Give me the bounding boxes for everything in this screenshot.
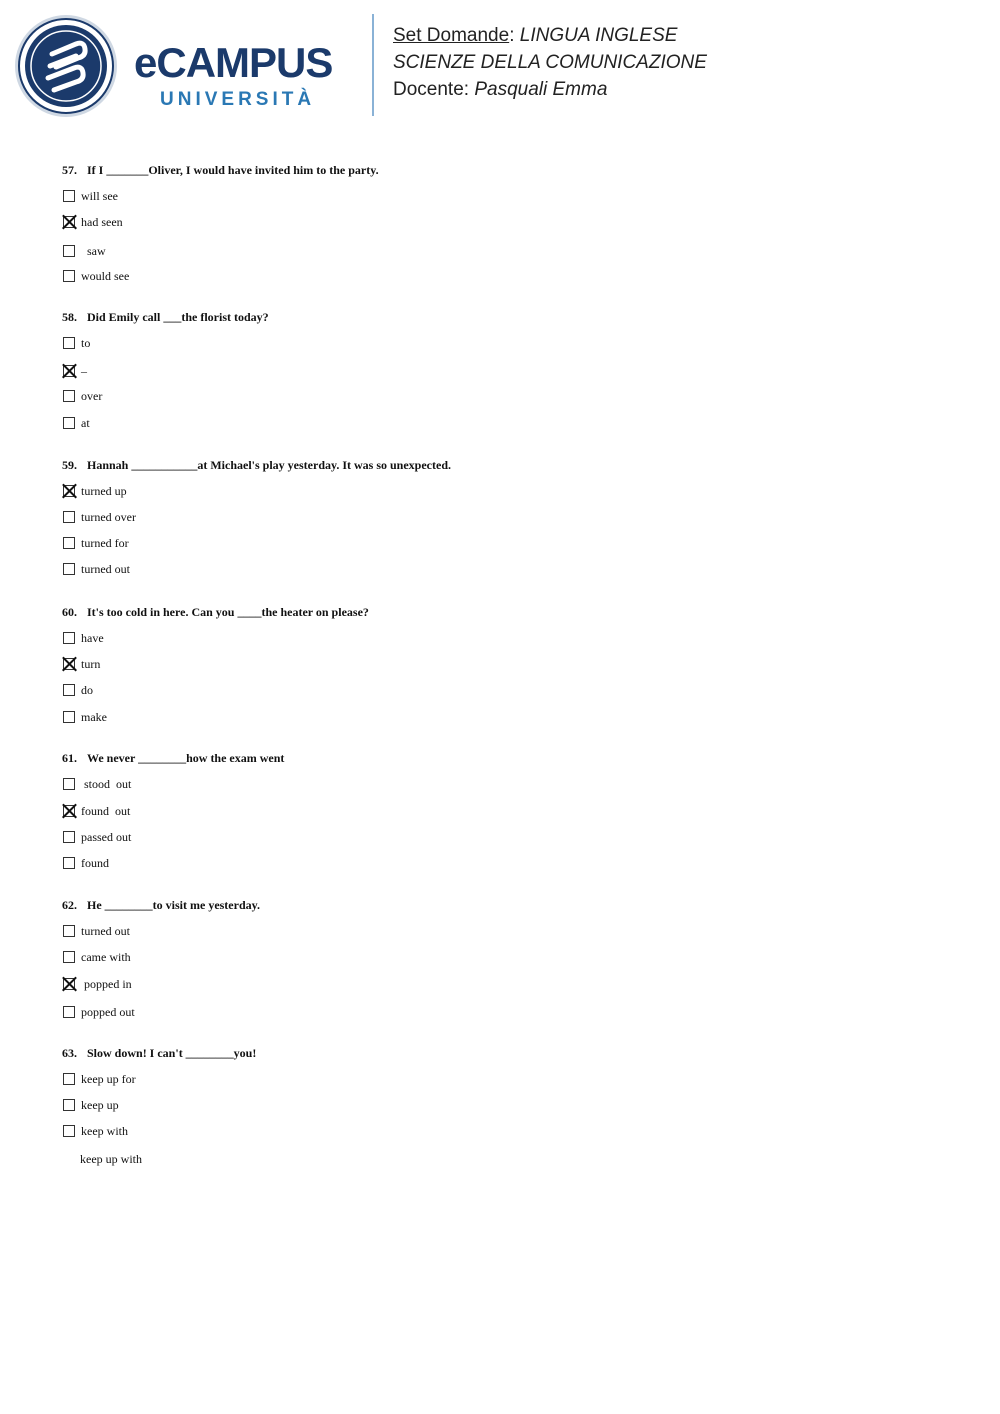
course-title: SCIENZE DELLA COMUNICAZIONE xyxy=(393,52,707,73)
option-label: turned out xyxy=(81,562,130,576)
option-label: keep with xyxy=(81,1124,128,1138)
question-62 xyxy=(62,897,662,1019)
header-divider xyxy=(372,14,374,116)
option-label: do xyxy=(81,683,93,697)
question-text xyxy=(62,162,662,178)
option-label: had seen xyxy=(81,215,123,229)
question-stem: Did Emily call ___the florist today? xyxy=(87,310,269,324)
teacher-name: Pasquali Emma xyxy=(474,79,608,100)
teacher-line xyxy=(393,76,707,103)
checkbox[interactable] xyxy=(63,245,75,257)
option-label: will see xyxy=(81,189,118,203)
correct-answer-text: keep up with xyxy=(80,1152,142,1166)
checkbox[interactable] xyxy=(63,537,75,549)
option-label: turned for xyxy=(81,536,129,550)
option-label: would see xyxy=(81,269,130,283)
question-text xyxy=(62,309,662,325)
question-stem: If I _______Oliver, I would have invited him to the party. xyxy=(87,163,379,177)
set-line xyxy=(393,22,707,49)
option-label: passed out xyxy=(81,830,132,844)
question-58 xyxy=(62,309,662,430)
question-number: 61. xyxy=(62,751,77,765)
question-63 xyxy=(62,1045,662,1166)
option-label: keep up for xyxy=(81,1072,136,1086)
option-label: – xyxy=(81,364,87,378)
checked-checkbox[interactable] xyxy=(63,658,75,670)
checked-checkbox[interactable] xyxy=(63,805,75,817)
checkbox[interactable] xyxy=(63,1125,75,1137)
checkbox[interactable] xyxy=(63,632,75,644)
question-stem: Slow down! I can't ________you! xyxy=(87,1046,257,1060)
checkbox[interactable] xyxy=(63,270,75,282)
checkbox[interactable] xyxy=(63,1006,75,1018)
question-number: 63. xyxy=(62,1046,77,1060)
option-label: saw xyxy=(81,244,106,258)
question-stem: Hannah ___________at Michael's play yesterday. It was so unexpected. xyxy=(87,458,452,472)
checkbox[interactable] xyxy=(63,778,75,790)
option-label: stood out xyxy=(81,777,132,791)
question-text xyxy=(62,457,662,473)
checkbox[interactable] xyxy=(63,390,75,402)
option-label: turned out xyxy=(81,924,130,938)
question-text xyxy=(62,604,662,620)
checkbox[interactable] xyxy=(63,951,75,963)
option-label: over xyxy=(81,389,103,403)
option-label: at xyxy=(81,416,90,430)
checkbox[interactable] xyxy=(63,563,75,575)
question-stem: We never ________how the exam went xyxy=(87,751,285,765)
checkbox[interactable] xyxy=(63,857,75,869)
university-seal-logo xyxy=(14,14,118,118)
option-label: turned over xyxy=(81,510,136,524)
question-59 xyxy=(62,457,662,576)
checkbox[interactable] xyxy=(63,190,75,202)
option-label: found xyxy=(81,856,109,870)
question-stem: It's too cold in here. Can you ____the heater on please? xyxy=(87,605,369,619)
question-number: 58. xyxy=(62,310,77,324)
option-label: popped out xyxy=(81,1005,135,1019)
brand-wordmark: eCAMPUS xyxy=(134,39,333,86)
option-label: keep up xyxy=(81,1098,119,1112)
subject-title: LINGUA INGLESE xyxy=(519,25,678,46)
header-info xyxy=(393,22,707,103)
checked-checkbox[interactable] xyxy=(63,485,75,497)
checked-checkbox[interactable] xyxy=(63,978,75,990)
brand-subtitle: UNIVERSITÀ xyxy=(160,89,316,110)
checkbox[interactable] xyxy=(63,1099,75,1111)
question-text xyxy=(62,750,662,766)
question-60 xyxy=(62,604,662,724)
question-text xyxy=(62,1045,662,1061)
checkbox[interactable] xyxy=(63,417,75,429)
checkbox[interactable] xyxy=(63,1073,75,1085)
checkbox[interactable] xyxy=(63,511,75,523)
checkbox[interactable] xyxy=(63,684,75,696)
checkbox[interactable] xyxy=(63,711,75,723)
option-label: make xyxy=(81,710,107,724)
checkbox[interactable] xyxy=(63,337,75,349)
option-label: to xyxy=(81,336,91,350)
option-label: popped in xyxy=(81,977,132,991)
set-separator: : xyxy=(509,25,520,46)
question-61 xyxy=(62,750,662,870)
checkbox[interactable] xyxy=(63,831,75,843)
question-number: 57. xyxy=(62,163,77,177)
question-number: 62. xyxy=(62,898,77,912)
checkbox[interactable] xyxy=(63,925,75,937)
teacher-label: Docente: xyxy=(393,79,475,100)
checked-checkbox[interactable] xyxy=(63,216,75,228)
option-label: came with xyxy=(81,950,131,964)
question-text xyxy=(62,897,662,913)
checked-checkbox[interactable] xyxy=(63,365,75,377)
option-label: found out xyxy=(81,804,131,818)
question-stem: He ________to visit me yesterday. xyxy=(87,898,260,912)
question-57 xyxy=(62,162,662,283)
set-label: Set Domande xyxy=(393,25,510,46)
question-number: 60. xyxy=(62,605,77,619)
option-label: turn xyxy=(81,657,101,671)
option-label: turned up xyxy=(81,484,127,498)
question-number: 59. xyxy=(62,458,77,472)
option-label: have xyxy=(81,631,104,645)
